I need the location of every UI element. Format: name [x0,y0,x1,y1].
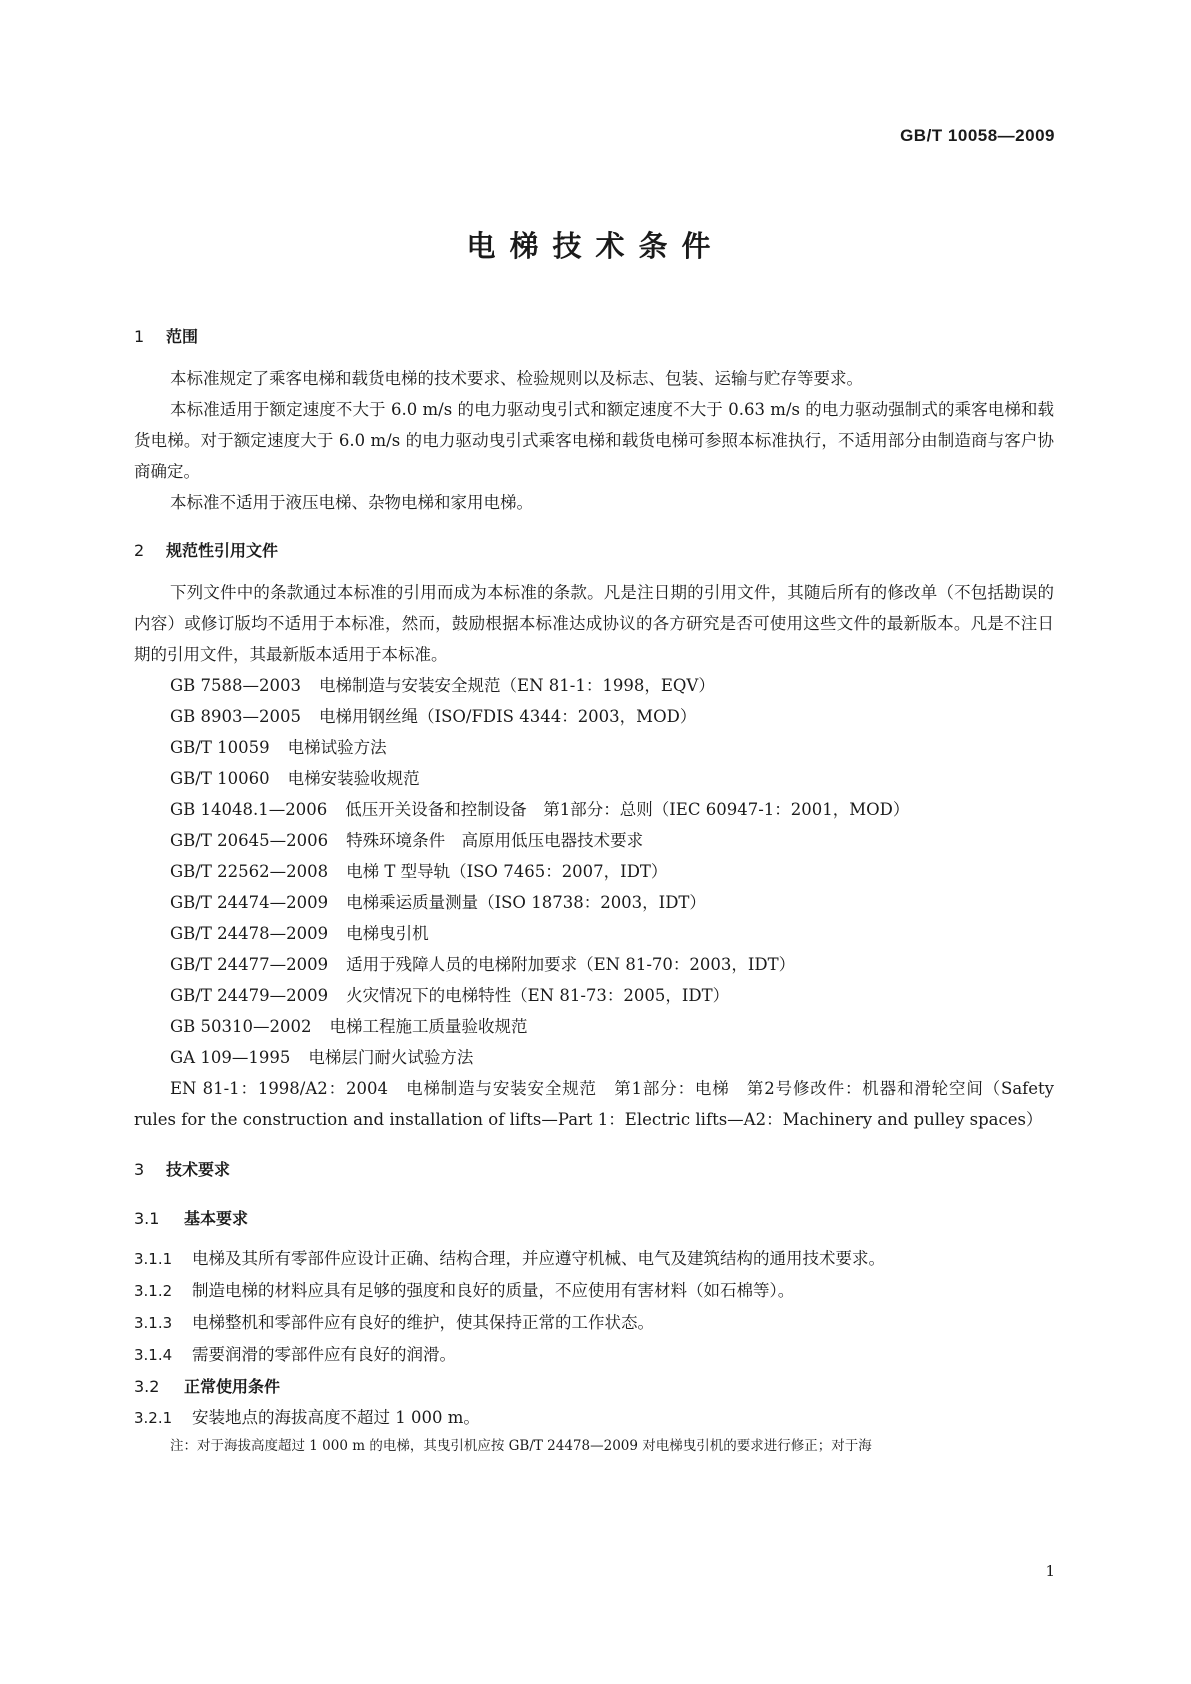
reference-item [134,670,1054,701]
section-title: 技术要求 [166,1160,231,1179]
reference-code: GB/T 10059 [170,738,270,757]
clause-text: 制造电梯的材料应具有足够的强度和良好的质量，不应使用有害材料（如石棉等）。 [192,1281,795,1300]
section-title: 范围 [166,327,199,346]
reference-item [134,825,1054,856]
note: 注：对于海拔高度超过 1 000 m 的电梯，其曳引机应按 GB/T 24478—2009 对电梯曳引机的要求进行修正；对于海 [170,1438,872,1454]
reference-item [134,856,1054,887]
reference-item [134,1011,1054,1042]
reference-item [134,1042,1054,1073]
reference-name: 火灾情况下的电梯特性（EN 81-73：2005，IDT） [346,986,730,1005]
reference-name: 电梯试验方法 [287,738,387,757]
paragraph: 下列文件中的条款通过本标准的引用而成为本标准的条款。凡是注日期的引用文件，其随后所有的修改单（不包括勘误的内容）或修订版均不适用于本标准，然而，鼓励根据本标准达成协议的各方研究是否可使用这些文件的最新版本。凡是不注日期的引用文件，其最新版本适用于本标准。 [134,583,1054,664]
clause-number: 3.1.3 [134,1314,173,1332]
reference-name: 适用于残障人员的电梯附加要求（EN 81-70：2003，IDT） [346,955,796,974]
clause-number: 3.1.4 [134,1346,173,1364]
reference-name: 电梯曳引机 [346,924,429,943]
reference-name: 电梯安装验收规范 [287,769,420,788]
reference-code: GB/T 22562—2008 [170,862,329,881]
section-title: 规范性引用文件 [166,541,279,560]
reference-item [134,794,1054,825]
subsection-title: 正常使用条件 [184,1377,281,1396]
clause-number: 3.2.1 [134,1409,173,1427]
reference-code: GB/T 20645—2006 [170,831,329,850]
reference-item [134,701,1054,732]
reference-name: 电梯制造与安装安全规范（EN 81-1：1998，EQV） [319,676,715,695]
reference-code: GB 8903—2005 [170,707,302,726]
subsection-number: 3.2 [134,1377,160,1396]
reference-item [134,949,1054,980]
reference-name: 电梯乘运质量测量（ISO 18738：2003，IDT） [346,893,706,912]
reference-item-long: EN 81-1：1998/A2：2004 电梯制造与安装安全规范 第1部分：电梯 第2号修改件：机器和滑轮空间（Safety rules for the construction and installation of lifts—Part 1：Electric lifts—A2：Machinery and pulley spaces） [134,1079,1054,1129]
reference-item [134,918,1054,949]
reference-code: GB 50310—2002 [170,1017,312,1036]
page-title: 电梯技术条件 [466,229,725,263]
document-body [134,324,1054,1458]
reference-item [134,732,1054,763]
clause-text: 电梯整机和零部件应有良好的维护，使其保持正常的工作状态。 [192,1313,654,1332]
section-number: 1 [134,327,145,346]
reference-code: GB/T 24477—2009 [170,955,329,974]
reference-name: 电梯工程施工质量验收规范 [329,1017,528,1036]
clause-text: 电梯及其所有零部件应设计正确、结构合理，并应遵守机械、电气及建筑结构的通用技术要求。 [192,1249,885,1268]
reference-name: 低压开关设备和控制设备 第1部分：总则（IEC 60947-1：2001，MOD） [345,800,910,819]
reference-code: GB 14048.1—2006 [170,800,328,819]
paragraph: 本标准规定了乘客电梯和载货电梯的技术要求、检验规则以及标志、包装、运输与贮存等要求。 [170,369,863,388]
clause-text: 需要润滑的零部件应有良好的润滑。 [192,1345,456,1364]
reference-item [134,980,1054,1011]
standard-number: GB/T 10058—2009 [900,126,1055,145]
reference-code: GB/T 10060 [170,769,270,788]
clause [134,1307,1054,1339]
clause-number: 3.1.1 [134,1250,173,1268]
clause [134,1402,1054,1434]
clause [134,1243,1054,1275]
subsection-heading [134,1206,1054,1229]
reference-name: 电梯 T 型导轨（ISO 7465：2007，IDT） [346,862,668,881]
reference-item [134,763,1054,794]
subsection-number: 3.1 [134,1209,160,1228]
clause [134,1339,1054,1371]
reference-name: 电梯层门耐火试验方法 [308,1048,474,1067]
clause-number: 3.1.2 [134,1282,173,1300]
clause [134,1275,1054,1307]
paragraph: 本标准不适用于液压电梯、杂物电梯和家用电梯。 [170,493,533,512]
section-heading [134,1157,1054,1180]
subsection-title: 基本要求 [184,1209,249,1228]
reference-code: GB/T 24474—2009 [170,893,329,912]
section-number: 3 [134,1160,145,1179]
reference-item [134,887,1054,918]
clause-text: 安装地点的海拔高度不超过 1 000 m。 [192,1408,480,1427]
reference-name: 电梯用钢丝绳（ISO/FDIS 4344：2003，MOD） [319,707,697,726]
paragraph: 本标准适用于额定速度不大于 6.0 m/s 的电力驱动曳引式和额定速度不大于 0.63 m/s 的电力驱动强制式的乘客电梯和载货电梯。对于额定速度大于 6.0 m/s 的电力驱动曳引式乘客电梯和载货电梯可参照本标准执行，不适用部分由制造商与客户协商确定。 [134,400,1054,481]
section-number: 2 [134,541,145,560]
reference-name: 特殊环境条件 高原用低压电器技术要求 [346,831,644,850]
reference-code: GB/T 24478—2009 [170,924,329,943]
subsection-heading [134,1371,1054,1402]
page-number: 1 [1045,1562,1055,1580]
reference-code: GB 7588—2003 [170,676,302,695]
section-heading [134,324,1054,347]
section-heading [134,538,1054,561]
reference-code: GB/T 24479—2009 [170,986,329,1005]
reference-code: GA 109—1995 [170,1048,291,1067]
